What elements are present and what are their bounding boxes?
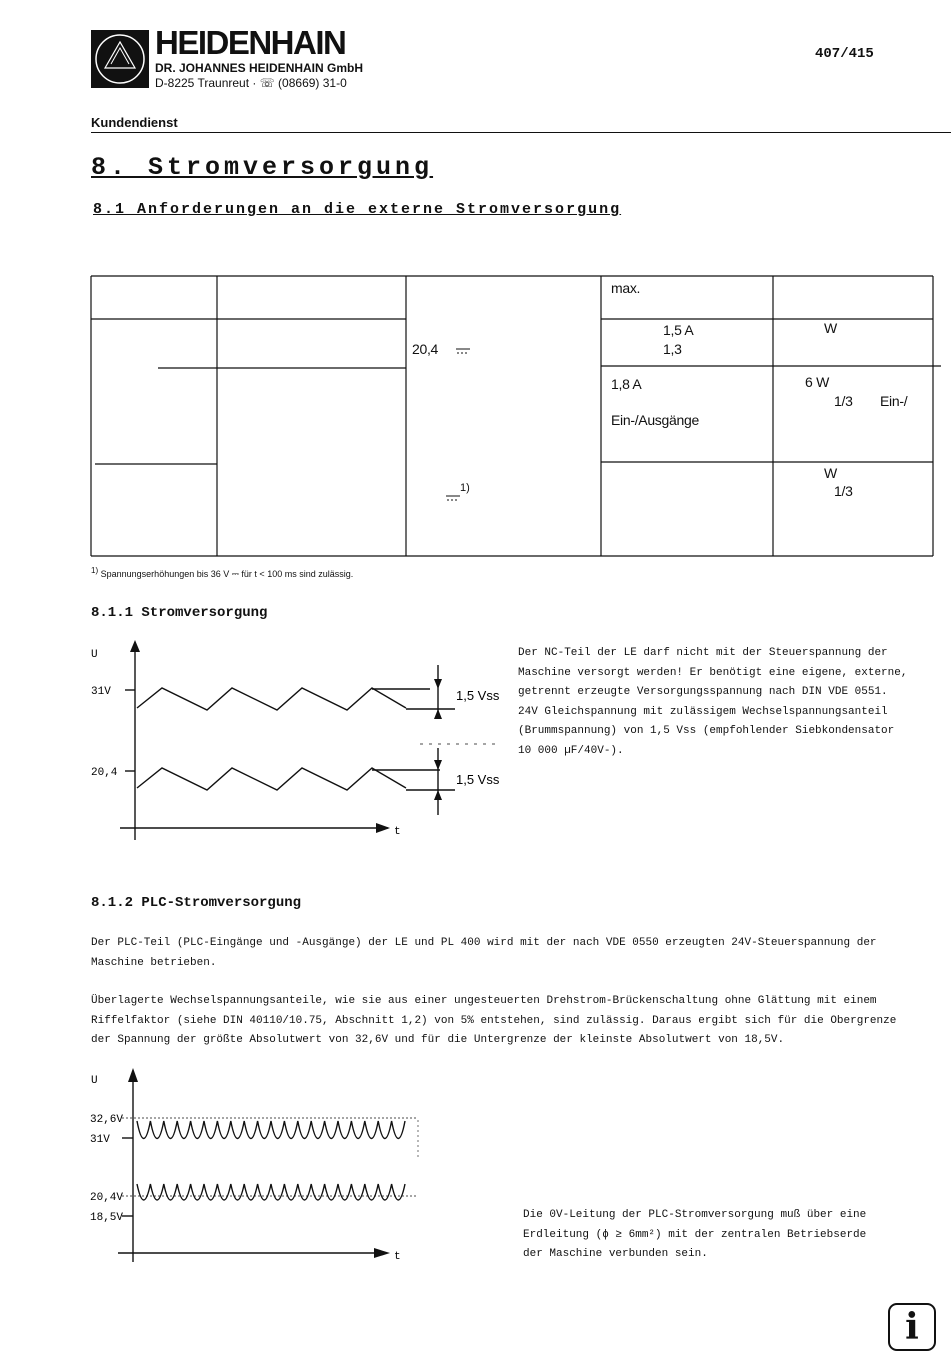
nc-chart-axis-x: t — [394, 826, 401, 838]
document-number: 407/415 — [815, 46, 874, 62]
table-nc-current-2: 1,3 — [663, 341, 682, 357]
plc-chart-level-3: 20,4V — [90, 1192, 124, 1204]
table-nc-power: W — [824, 320, 837, 336]
paragraph-line: Riffelfaktor (siehe DIN 40110/10.75, Abschnitt 1,2) von 5% entstehen, sind zulässig. Daraus ergibt sich für die Obergrenze — [91, 1014, 897, 1027]
plc-chart-level-2: 31V — [90, 1134, 110, 1146]
table-plc-einaus: Ein-/ — [880, 393, 908, 409]
company-address: D-8225 Traunreut · ☏ (08669) 31-0 — [155, 76, 347, 90]
table-pl-fraction: 1/3 — [834, 483, 853, 499]
table-plc-power: 6 W — [805, 374, 829, 390]
section-title: 8. Stromversorgung — [91, 153, 434, 182]
paragraph-line: 24V Gleichspannung mit zulässigem Wechselspannungsanteil — [518, 705, 888, 718]
plc-chart-level-4: 18,5V — [90, 1212, 124, 1224]
paragraph-line: (Brummspannung) von 1,5 Vss (empfohlender Siebkondensator — [518, 725, 895, 737]
plc-ripple-wave — [137, 1121, 405, 1139]
company-name: HEIDENHAIN — [155, 24, 346, 61]
table-nc-voltage: 20,4 — [412, 341, 439, 357]
info-icon: i — [888, 1303, 936, 1351]
subsection-8-1-2-title: 8.1.2 PLC-Stromversorgung — [91, 895, 302, 911]
table-pl-power: W — [824, 465, 837, 481]
paragraph-line: getrennt erzeugte Versorgungsspannung nach DIN VDE 0551. — [518, 686, 888, 698]
table-footnote-marker: 1) — [460, 482, 470, 494]
paragraph-line: Maschine betrieben. — [91, 956, 217, 969]
paragraph-line: Erdleitung (ϕ ≥ 6mm²) mit der zentralen Betriebserde — [523, 1228, 867, 1241]
table-plc-io-label: Ein-/Ausgänge — [611, 412, 699, 428]
footnote-text: Spannungserhöhungen bis 36 V ⎓ für t < 100 ms sind zulässig. — [100, 569, 354, 579]
paragraph-line: Maschine versorgt werden! Er benötigt eine eigene, externe, — [518, 666, 908, 679]
nc-chart-axis-y: U — [91, 649, 98, 661]
plc-chart-axis-y: U — [91, 1075, 98, 1087]
paragraph-line: 10 000 µF/40V-). — [518, 744, 624, 757]
nc-chart-ripple-label-1: 1,5 Vss — [456, 688, 500, 703]
table-plc-fraction: 1/3 — [834, 393, 853, 409]
plc-chart-axis-x: t — [394, 1251, 401, 1263]
subsection-8-1-1-title: 8.1.1 Stromversorgung — [91, 605, 268, 621]
nc-chart-level-low: 20,4 — [91, 767, 118, 779]
company-full-name: DR. JOHANNES HEIDENHAIN GmbH — [155, 61, 364, 75]
plc-chart-level-1: 32,6V — [90, 1114, 124, 1126]
department-label: Kundendienst — [91, 115, 178, 130]
section-subtitle: 8.1 Anforderungen an die externe Stromversorgung — [93, 201, 622, 218]
plc-paragraph-3 — [523, 1206, 866, 1265]
nc-chart-level-high: 31V — [91, 686, 111, 698]
footnote-marker: 1) — [91, 566, 99, 575]
nc-chart-ripple-label-2: 1,5 Vss — [456, 772, 500, 787]
table-max-header: max. — [611, 280, 641, 296]
paragraph-line: Überlagerte Wechselspannungsanteile, wie sie aus einer ungesteuerten Drehstrom-Brückenschaltung ohne Glättung mit einem — [91, 995, 877, 1007]
paragraph-line: Der NC-Teil der LE darf nicht mit der Steuerspannung der — [518, 647, 888, 659]
paragraph-line: der Spannung der größte Absolutwert von 32,6V und für die Untergrenze der kleinste Absolutwert von 18,5V. — [91, 1034, 785, 1046]
plc-ripple-wave — [137, 1184, 405, 1200]
paragraph-line: Die 0V-Leitung der PLC-Stromversorgung muß über eine — [523, 1209, 867, 1221]
table-plc-current: 1,8 A — [611, 376, 642, 392]
table-nc-current-1: 1,5 A — [663, 322, 694, 338]
paragraph-line: der Maschine verbunden sein. — [523, 1248, 708, 1260]
paragraph-line: Der PLC-Teil (PLC-Eingänge und -Ausgänge) der LE und PL 400 wird mit der nach VDE 0550 erzeugten 24V-Steuerspannung der — [91, 937, 877, 949]
